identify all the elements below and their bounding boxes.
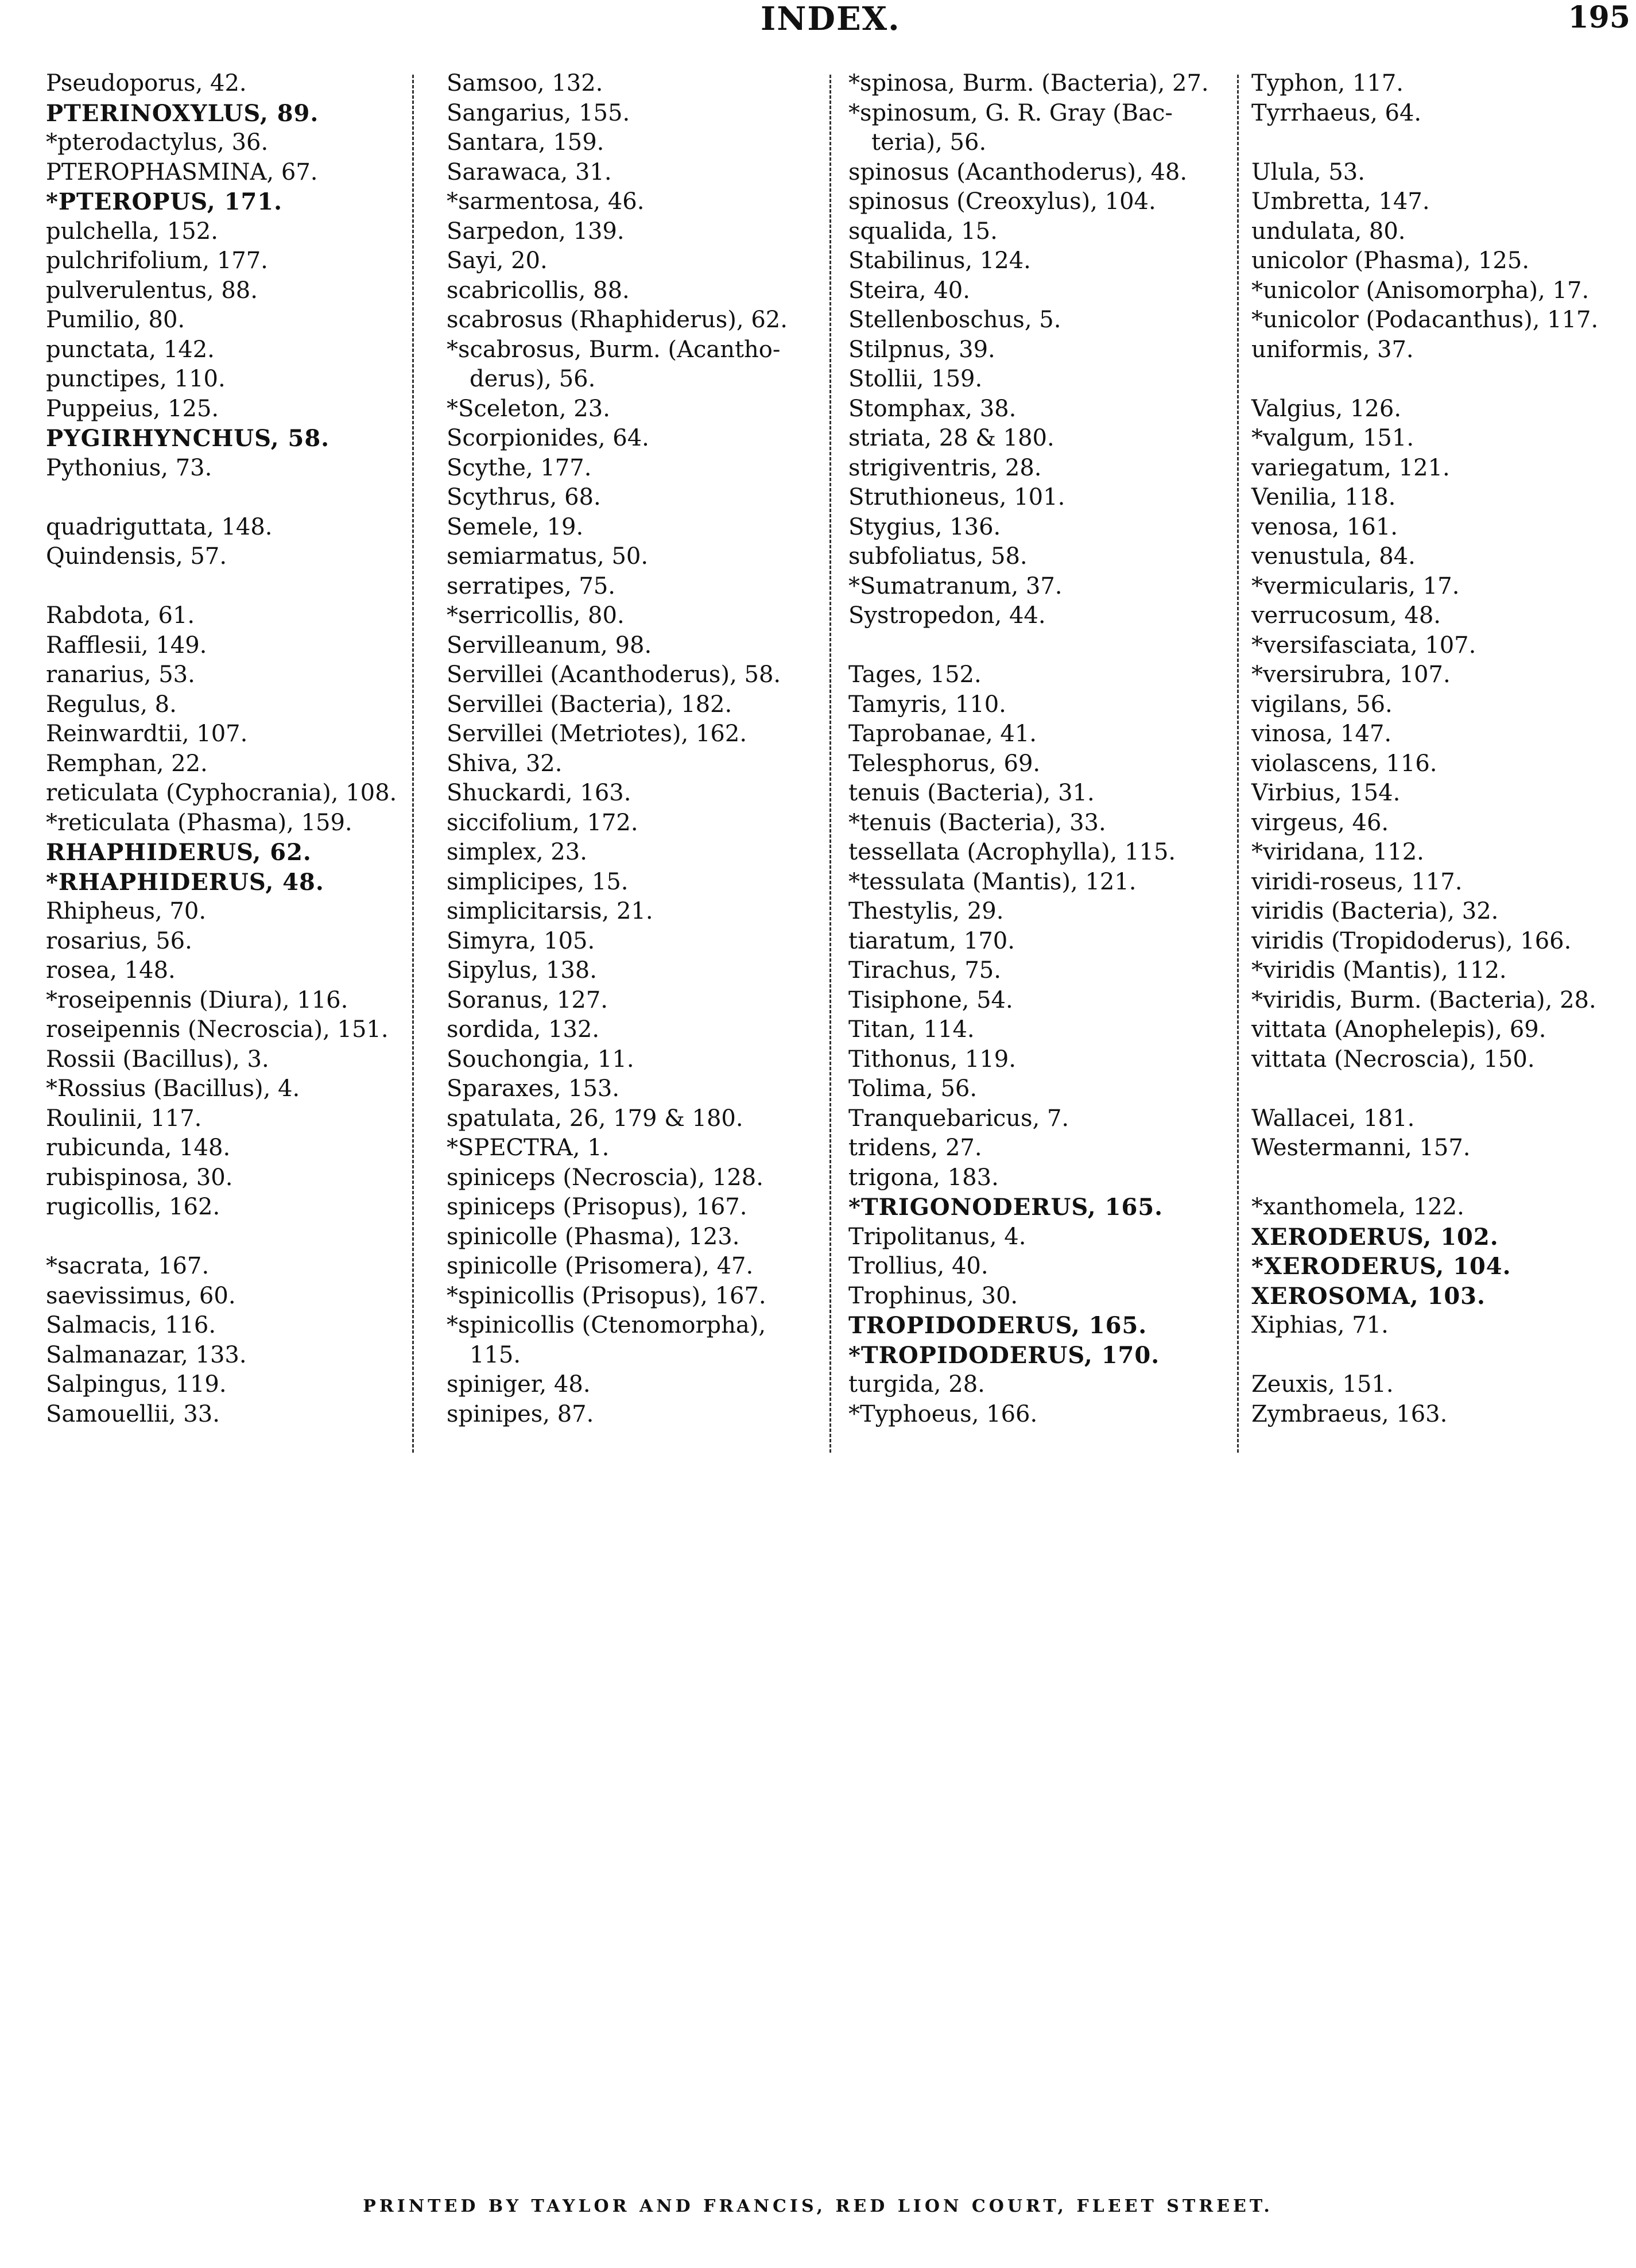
index-entry: Zeuxis, 151.: [1251, 1371, 1394, 1398]
index-entry: Samouellii, 33.: [46, 1400, 220, 1427]
index-entry: pulchella, 152.: [46, 218, 218, 245]
index-entry: Tamyris, 110.: [848, 691, 1006, 718]
index-entry: Reinwardtii, 107.: [46, 721, 248, 747]
index-entry: Struthioneus, 101.: [848, 484, 1065, 510]
index-entry: virgeus, 46.: [1251, 809, 1389, 836]
index-entry: vigilans, 56.: [1251, 691, 1393, 718]
index-entry: turgida, 28.: [848, 1371, 985, 1398]
index-entry: rubicunda, 148.: [46, 1135, 231, 1161]
index-entry: tridens, 27.: [848, 1135, 982, 1161]
index-entry: strigiventris, 28.: [848, 454, 1042, 481]
index-entry: Westermanni, 157.: [1251, 1135, 1471, 1161]
index-entry: Tisiphone, 54.: [848, 986, 1013, 1013]
index-entry: Telesphorus, 69.: [848, 750, 1041, 777]
index-entry: Sarpedon, 139.: [447, 218, 625, 245]
index-entry: variegatum, 121.: [1251, 454, 1450, 481]
index-entry: Sangarius, 155.: [447, 99, 630, 126]
index-entry: *scabrosus, Burm. (Acantho-: [447, 336, 781, 363]
index-entry: *xanthomela, 122.: [1251, 1194, 1464, 1220]
index-entry: *unicolor (Podacanthus), 117.: [1251, 307, 1599, 333]
index-entry: Stomphax, 38.: [848, 395, 1017, 422]
index-entry: Sipylus, 138.: [447, 957, 597, 984]
column-divider: [829, 75, 831, 1453]
index-entry: Trophinus, 30.: [848, 1282, 1018, 1309]
index-entry: spinipes, 87.: [447, 1400, 594, 1427]
index-spacer: [46, 572, 402, 602]
index-entry: pulverulentus, 88.: [46, 277, 258, 304]
index-entry: Servilleanum, 98.: [447, 632, 652, 659]
index-entry: Ulula, 53.: [1251, 158, 1365, 185]
index-entry: PYGIRHYNCHUS, 58.: [46, 425, 330, 452]
index-entry: Semele, 19.: [447, 513, 584, 540]
index-entry: *spinicollis (Prisopus), 167.: [447, 1282, 766, 1309]
index-entry: Stellenboschus, 5.: [848, 307, 1061, 333]
index-entry: *reticulata (Phasma), 159.: [46, 809, 352, 836]
index-entry: semiarmatus, 50.: [447, 543, 649, 570]
index-entry: venosa, 161.: [1251, 513, 1398, 540]
index-entry: Remphan, 22.: [46, 750, 208, 777]
index-entry: viridis (Tropidoderus), 166.: [1251, 927, 1572, 954]
index-entry: spatulata, 26, 179 & 180.: [447, 1105, 743, 1132]
index-entry: striata, 28 & 180.: [848, 425, 1055, 451]
index-entry: Sayi, 20.: [447, 247, 548, 274]
index-entry: spiniceps (Necroscia), 128.: [447, 1164, 763, 1191]
index-entry: Regulus, 8.: [46, 691, 177, 718]
index-entry: Xiphias, 71.: [1251, 1312, 1389, 1338]
index-entry: Samsoo, 132.: [447, 70, 603, 96]
index-entry: Thestylis, 29.: [848, 898, 1004, 924]
index-entry: Salpingus, 119.: [46, 1371, 227, 1398]
index-entry: simplex, 23.: [447, 839, 587, 865]
index-entry: punctipes, 110.: [46, 366, 226, 392]
index-entry: Typhon, 117.: [1251, 70, 1404, 96]
index-entry: Stygius, 136.: [848, 513, 1001, 540]
index-entry: *spinicollis (Ctenomorpha),: [447, 1312, 766, 1338]
index-entry: punctata, 142.: [46, 336, 215, 363]
index-entry: scabricollis, 88.: [447, 277, 630, 304]
index-entry: Tranquebaricus, 7.: [848, 1105, 1069, 1132]
index-entry: violascens, 116.: [1251, 750, 1437, 777]
index-entry: saevissimus, 60.: [46, 1282, 236, 1309]
index-entry: vittata (Necroscia), 150.: [1251, 1046, 1535, 1073]
index-entry: Santara, 159.: [447, 129, 604, 156]
index-entry: quadriguttata, 148.: [46, 513, 273, 540]
index-entry: *viridis, Burm. (Bacteria), 28.: [1251, 986, 1596, 1013]
index-entry: tiaratum, 170.: [848, 927, 1015, 954]
index-entry: Souchongia, 11.: [447, 1046, 634, 1073]
index-entry: *TROPIDODERUS, 170.: [848, 1341, 1160, 1369]
index-entry: vittata (Anophelepis), 69.: [1251, 1016, 1546, 1043]
index-entry: trigona, 183.: [848, 1164, 999, 1191]
index-entry: *PTEROPUS, 171.: [46, 188, 283, 215]
index-entry: *sacrata, 167.: [46, 1253, 210, 1279]
index-entry: Tripolitanus, 4.: [848, 1223, 1026, 1250]
index-entry: rosea, 148.: [46, 957, 176, 984]
index-entry: *XERODERUS, 104.: [1251, 1253, 1511, 1280]
index-entry: spinicolle (Prisomera), 47.: [447, 1253, 754, 1279]
index-entry: *Typhoeus, 166.: [848, 1400, 1038, 1427]
index-entry: Sparaxes, 153.: [447, 1075, 620, 1102]
index-entry: undulata, 80.: [1251, 218, 1406, 245]
index-entry: XERODERUS, 102.: [1251, 1223, 1499, 1251]
index-entry: Titan, 114.: [848, 1016, 975, 1043]
index-spacer: [1251, 1074, 1630, 1104]
index-entry: subfoliatus, 58.: [848, 543, 1028, 570]
index-entry: TROPIDODERUS, 165.: [848, 1312, 1147, 1339]
index-entry: spiniceps (Prisopus), 167.: [447, 1194, 747, 1220]
index-entry: spiniger, 48.: [447, 1371, 591, 1398]
index-entry: Systropedon, 44.: [848, 602, 1046, 629]
index-entry: *spinosa, Burm. (Bacteria), 27.: [848, 70, 1209, 96]
index-entry: Stollii, 159.: [848, 366, 983, 392]
index-entry: Venilia, 118.: [1251, 484, 1396, 510]
index-entry: Taprobanae, 41.: [848, 721, 1037, 747]
index-entry: Shuckardi, 163.: [447, 780, 631, 806]
index-entry: tenuis (Bacteria), 31.: [848, 780, 1095, 806]
index-entry: *sarmentosa, 46.: [447, 188, 645, 215]
index-spacer: [1251, 128, 1630, 158]
index-entry: Zymbraeus, 163.: [1251, 1400, 1448, 1427]
index-entry: sordida, 132.: [447, 1016, 600, 1043]
index-entry: *TRIGONODERUS, 165.: [848, 1194, 1164, 1221]
index-entry: Trollius, 40.: [848, 1253, 988, 1279]
index-entry: Servillei (Bacteria), 182.: [447, 691, 732, 718]
index-entry: spinicolle (Phasma), 123.: [447, 1223, 740, 1250]
index-entry: reticulata (Cyphocrania), 108.: [46, 780, 397, 806]
index-entry: unicolor (Phasma), 125.: [1251, 247, 1530, 274]
index-entry: Pumilio, 80.: [46, 307, 185, 333]
index-entry: Roulinii, 117.: [46, 1105, 202, 1132]
index-entry: venustula, 84.: [1251, 543, 1416, 570]
index-entry: Rabdota, 61.: [46, 602, 195, 629]
page-number: 195: [1568, 0, 1630, 35]
index-entry: Scythe, 177.: [447, 454, 592, 481]
index-entry: siccifolium, 172.: [447, 809, 638, 836]
index-entry: spinosus (Creoxylus), 104.: [848, 188, 1156, 215]
index-entry: Rafflesii, 149.: [46, 632, 207, 659]
index-entry: Servillei (Metriotes), 162.: [447, 721, 747, 747]
index-entry: Stabilinus, 124.: [848, 247, 1031, 274]
index-entry: Pythonius, 73.: [46, 454, 212, 481]
index-entry: Steira, 40.: [848, 277, 970, 304]
page-title: INDEX.: [761, 0, 901, 38]
index-entry: Salmacis, 116.: [46, 1312, 216, 1338]
index-entry: ranarius, 53.: [46, 661, 195, 688]
index-entry: Salmanazar, 133.: [46, 1341, 247, 1368]
index-entry: serratipes, 75.: [447, 572, 616, 599]
index-entry: Simyra, 105.: [447, 927, 595, 954]
index-entry: 115.: [470, 1341, 521, 1368]
index-entry: PTEROPHASMINA, 67.: [46, 158, 318, 185]
index-entry: rosarius, 56.: [46, 927, 192, 954]
index-entry: Quindensis, 57.: [46, 543, 227, 570]
index-entry: uniformis, 37.: [1251, 336, 1414, 363]
index-entry: derus), 56.: [470, 366, 596, 392]
index-entry: *valgum, 151.: [1251, 425, 1414, 451]
index-entry: *roseipennis (Diura), 116.: [46, 986, 348, 1013]
index-column-3: [848, 69, 1239, 1429]
index-entry: Sarawaca, 31.: [447, 158, 612, 185]
index-entry: *SPECTRA, 1.: [447, 1135, 610, 1161]
column-divider: [1237, 75, 1239, 1453]
index-spacer: [1251, 365, 1630, 394]
index-entry: viridis (Bacteria), 32.: [1251, 898, 1499, 924]
index-entry: Virbius, 154.: [1251, 780, 1401, 806]
printer-imprint: PRINTED BY TAYLOR AND FRANCIS, RED LION COURT, FLEET STREET.: [363, 2196, 1273, 2216]
index-entry: Valgius, 126.: [1251, 395, 1402, 422]
index-entry: Tithonus, 119.: [848, 1046, 1016, 1073]
index-entry: PTERINOXYLUS, 89.: [46, 99, 319, 127]
index-entry: pulchrifolium, 177.: [46, 247, 268, 274]
index-entry: Puppeius, 125.: [46, 395, 219, 422]
index-entry: *versifasciata, 107.: [1251, 632, 1476, 659]
index-entry: Pseudoporus, 42.: [46, 70, 247, 96]
index-entry: Shiva, 32.: [447, 750, 563, 777]
index-entry: *versirubra, 107.: [1251, 661, 1451, 688]
index-entry: *viridana, 112.: [1251, 839, 1424, 865]
index-entry: *tessulata (Mantis), 121.: [848, 868, 1137, 895]
index-entry: teria), 56.: [871, 129, 987, 156]
index-entry: verrucosum, 48.: [1251, 602, 1441, 629]
index-entry: Scorpionides, 64.: [447, 425, 649, 451]
index-entry: Tyrrhaeus, 64.: [1251, 99, 1422, 126]
index-entry: rugicollis, 162.: [46, 1194, 220, 1220]
index-entry: *RHAPHIDERUS, 48.: [46, 868, 324, 896]
index-entry: vinosa, 147.: [1251, 721, 1392, 747]
index-entry: Rossii (Bacillus), 3.: [46, 1046, 269, 1073]
index-entry: tessellata (Acrophylla), 115.: [848, 839, 1176, 865]
index-entry: roseipennis (Necroscia), 151.: [46, 1016, 389, 1043]
index-entry: viridi-roseus, 117.: [1251, 868, 1463, 895]
index-entry: *Rossius (Bacillus), 4.: [46, 1075, 300, 1102]
index-spacer: [1251, 1341, 1630, 1371]
index-entry: *unicolor (Anisomorpha), 17.: [1251, 277, 1590, 304]
index-entry: *vermicularis, 17.: [1251, 572, 1460, 599]
index-entry: Rhipheus, 70.: [46, 898, 207, 924]
index-entry: Servillei (Acanthoderus), 58.: [447, 661, 781, 688]
index-entry: *Sumatranum, 37.: [848, 572, 1063, 599]
index-entry: *pterodactylus, 36.: [46, 129, 269, 156]
index-entry: scabrosus (Rhaphiderus), 62.: [447, 307, 788, 333]
index-spacer: [848, 631, 1239, 661]
index-entry: spinosus (Acanthoderus), 48.: [848, 158, 1188, 185]
index-entry: Stilpnus, 39.: [848, 336, 995, 363]
index-column-2: [447, 69, 837, 1429]
index-entry: rubispinosa, 30.: [46, 1164, 233, 1191]
index-entry: *serricollis, 80.: [447, 602, 625, 629]
index-entry: Tirachus, 75.: [848, 957, 1001, 984]
column-divider: [412, 75, 414, 1453]
index-column-1: [46, 69, 402, 1429]
index-spacer: [46, 483, 402, 513]
index-spacer: [1251, 1163, 1630, 1193]
index-entry: squalida, 15.: [848, 218, 998, 245]
index-entry: simplicipes, 15.: [447, 868, 629, 895]
index-entry: *tenuis (Bacteria), 33.: [848, 809, 1106, 836]
index-column-4: [1251, 69, 1630, 1429]
index-entry: Tolima, 56.: [848, 1075, 978, 1102]
index-entry: Umbretta, 147.: [1251, 188, 1430, 215]
index-entry: *spinosum, G. R. Gray (Bac-: [848, 99, 1173, 126]
index-entry: *Sceleton, 23.: [447, 395, 610, 422]
index-entry: XEROSOMA, 103.: [1251, 1282, 1486, 1310]
index-entry: *viridis (Mantis), 112.: [1251, 957, 1507, 984]
index-entry: Tages, 152.: [848, 661, 982, 688]
index-entry: Soranus, 127.: [447, 986, 608, 1013]
index-entry: Scythrus, 68.: [447, 484, 601, 510]
index-entry: RHAPHIDERUS, 62.: [46, 839, 312, 866]
index-entry: simplicitarsis, 21.: [447, 898, 653, 924]
index-spacer: [46, 1222, 402, 1252]
index-entry: Wallacei, 181.: [1251, 1105, 1415, 1132]
